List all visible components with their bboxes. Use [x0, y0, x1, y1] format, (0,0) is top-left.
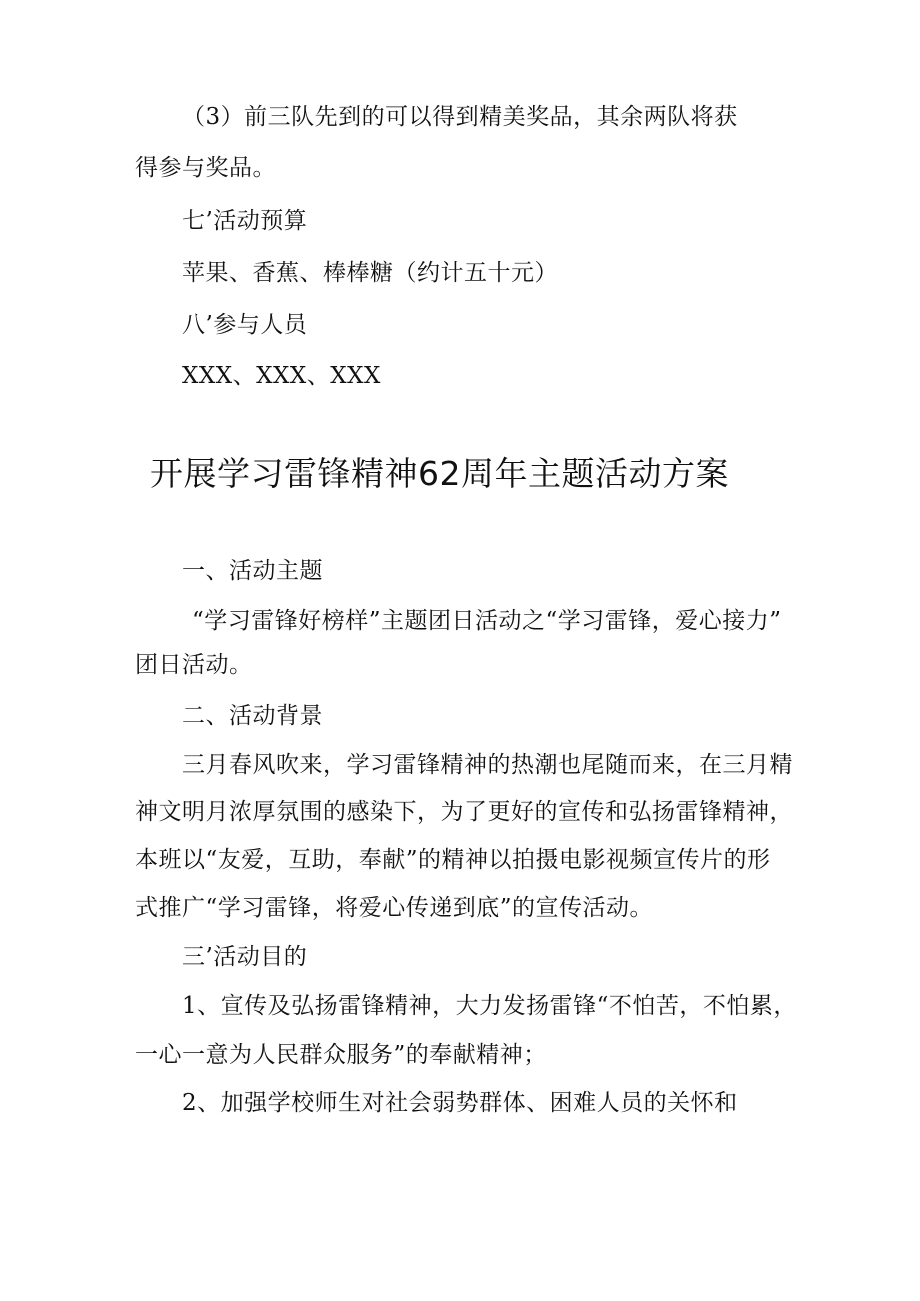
participants-list: XXX、XXX、XXX: [182, 363, 381, 389]
section-1-heading: 一、活动主题: [182, 558, 323, 584]
prize-rule-line-2: 得参与奖品。: [135, 155, 276, 181]
document-title: 开展学习雷锋精神62周年主题活动方案: [150, 454, 729, 493]
section-2-heading: 二、活动背景: [182, 703, 323, 729]
section-1-body-line-2: 团日活动。: [135, 652, 253, 678]
section-3-item-1-line-2: 一心一意为人民群众服务”的奉献精神；: [135, 1042, 547, 1068]
budget-heading: 七’活动预算: [182, 208, 308, 234]
section-3-heading: 三’活动目的: [182, 944, 308, 970]
section-2-body-line-4: 式推广“学习雷锋，将爱心传递到底”的宣传活动。: [135, 895, 654, 921]
prize-rule-line-1: （3）前三队先到的可以得到精美奖品，其余两队将获: [182, 104, 738, 130]
section-2-body-line-1: 三月春风吹来，学习雷锋精神的热潮也尾随而来，在三月精: [182, 752, 793, 778]
budget-items: 苹果、香蕉、棒棒糖（约计五十元）: [182, 260, 558, 286]
section-1-body-line-1: “学习雷锋好榜样”主题团日活动之“学习雷锋，爱心接力”: [192, 608, 782, 634]
section-3-item-2-line-1: 2、加强学校师生对社会弱势群体、困难人员的关怀和: [182, 1090, 738, 1116]
section-2-body-line-3: 本班以“友爱，互助，奉献”的精神以拍摄电影视频宣传片的形: [135, 847, 771, 873]
participants-heading: 八’参与人员: [182, 312, 308, 338]
section-3-item-1-line-1: 1、宣传及弘扬雷锋精神，大力发扬雷锋“不怕苦，不怕累，: [182, 993, 797, 1019]
section-2-body-line-2: 神文明月浓厚氛围的感染下，为了更好的宣传和弘扬雷锋精神，: [135, 799, 793, 825]
